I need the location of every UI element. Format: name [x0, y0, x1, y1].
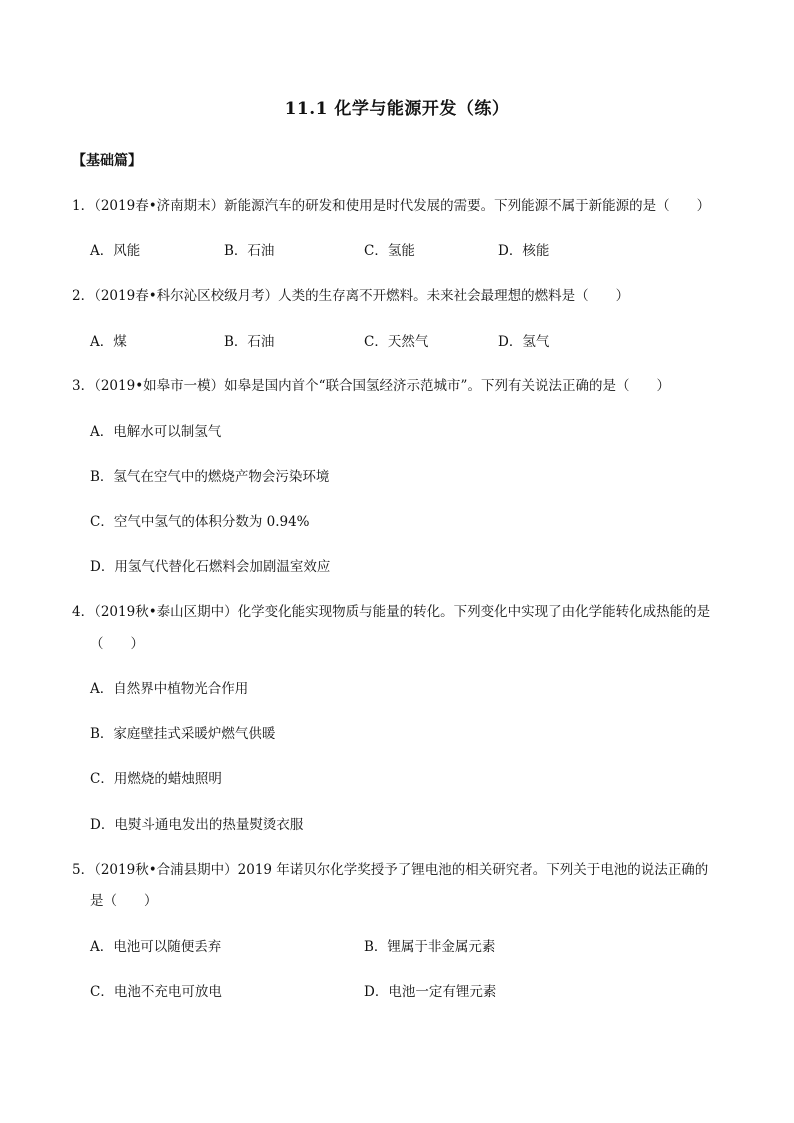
question-1-option-c: C．氢能	[364, 243, 415, 259]
question-1-option-b: B．石油	[224, 243, 275, 259]
question-5-stem: 5．（2019秋•合浦县期中）2019 年诺贝尔化学奖授予了锂电池的相关研究者。下列关于电池的说法正确的	[72, 862, 709, 878]
question-1-option-d: D．核能	[498, 243, 550, 259]
question-2-option-b: B．石油	[224, 334, 275, 350]
question-2-stem: 2．（2019春•科尔沁区校级月考）人类的生存离不开燃料。未来社会最理想的燃料是（ ）	[72, 288, 630, 304]
question-5-option-c: C．电池不充电可放电	[90, 984, 222, 1000]
question-3-option-b: B．氢气在空气中的燃烧产物会污染环境	[90, 469, 330, 485]
question-5-stem-continuation: 是（ ）	[90, 893, 158, 909]
question-2-option-c: C．天然气	[364, 334, 429, 350]
question-2-option-a: A．煤	[90, 334, 127, 350]
question-1-option-a: A．风能	[90, 243, 141, 259]
question-4-stem-continuation: （ ）	[90, 636, 144, 652]
question-4-stem: 4．（2019秋•泰山区期中）化学变化能实现物质与能量的转化。下列变化中实现了由化学能转化成热能的是	[72, 604, 711, 620]
question-3-stem: 3．（2019•如皋市一模）如皋是国内首个“联合国氢经济示范城市”。下列有关说法正确的是（ ）	[72, 378, 670, 394]
question-5-option-b: B．锂属于非金属元素	[364, 939, 496, 955]
section-label: 【基础篇】	[72, 153, 142, 169]
question-5-option-a: A．电池可以随便丢弃	[90, 939, 222, 955]
question-4-option-b: B．家庭壁挂式采暖炉燃气供暖	[90, 726, 276, 742]
question-3-option-a: A．电解水可以制氢气	[90, 424, 222, 440]
question-4-option-a: A．自然界中植物光合作用	[90, 681, 249, 697]
question-3-option-d: D．用氢气代替化石燃料会加剧温室效应	[90, 559, 331, 575]
question-4-option-d: D．电熨斗通电发出的热量熨烫衣服	[90, 817, 304, 833]
question-2-option-d: D．氢气	[498, 334, 550, 350]
question-1-stem: 1．（2019春•济南期末）新能源汽车的研发和使用是时代发展的需要。下列能源不属于新能源的是（ ）	[72, 198, 711, 214]
page-title: 11.1 化学与能源开发（练）	[284, 99, 510, 119]
question-3-option-c: C．空气中氢气的体积分数为 0.94%	[90, 514, 310, 530]
question-4-option-c: C．用燃烧的蜡烛照明	[90, 771, 222, 787]
question-5-option-d: D．电池一定有锂元素	[364, 984, 497, 1000]
